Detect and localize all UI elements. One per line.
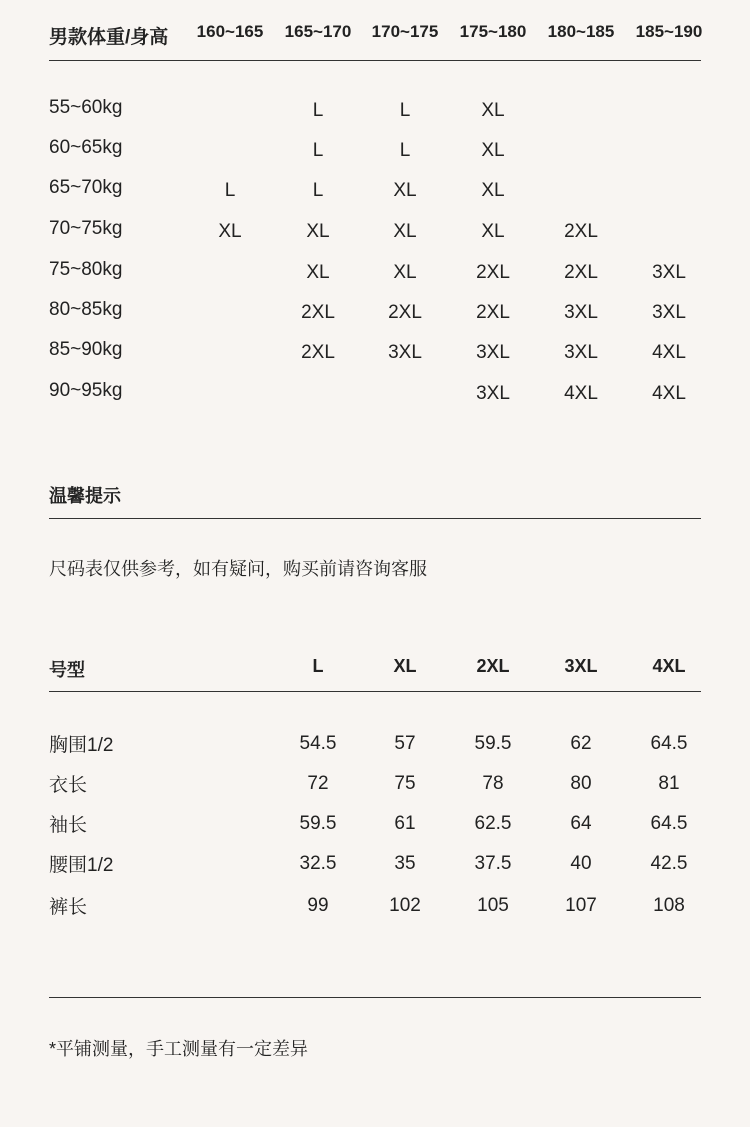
size-cell: 3XL [476, 342, 510, 363]
size-cell: 3XL [388, 342, 422, 363]
footer-divider [49, 997, 701, 998]
size-cell: XL [393, 180, 417, 201]
size-cell: 2XL [301, 302, 335, 323]
measure-value: 78 [482, 773, 504, 794]
measure-value: 75 [394, 773, 416, 794]
measure-value: 81 [658, 773, 680, 794]
weight-label: 85~90kg [49, 339, 123, 360]
size-cell: L [224, 180, 236, 201]
height-header: 170~175 [371, 22, 439, 41]
size-cell: XL [481, 100, 505, 121]
size-cell: 2XL [301, 342, 335, 363]
size-cell: 4XL [652, 342, 686, 363]
tips-text: 尺码表仅供参考，如有疑问，购买前请咨询客服 [49, 559, 427, 579]
measure-table-divider [49, 691, 701, 692]
measure-name: 胸围1/2 [49, 735, 114, 756]
measure-value: 40 [570, 853, 592, 874]
size-cell: 3XL [652, 262, 686, 283]
measure-size-header: XL [393, 656, 417, 676]
tips-title: 温馨提示 [49, 486, 121, 506]
measure-size-header: L [312, 656, 324, 676]
size-cell: 2XL [388, 302, 422, 323]
measure-value: 32.5 [299, 853, 337, 874]
footnote: *平铺测量，手工测量有一定差异 [49, 1039, 309, 1059]
size-cell: L [312, 100, 324, 121]
height-header: 160~165 [196, 22, 264, 41]
weight-label: 90~95kg [49, 380, 123, 401]
measure-value: 99 [307, 895, 329, 916]
size-cell: L [312, 180, 324, 201]
measure-value: 54.5 [299, 733, 337, 754]
measure-value: 62 [570, 733, 592, 754]
size-cell: XL [481, 140, 505, 161]
height-header: 185~190 [635, 22, 703, 41]
measure-size-header: 3XL [564, 656, 598, 676]
height-header: 180~185 [547, 22, 615, 41]
measure-value: 35 [394, 853, 416, 874]
size-table-divider [49, 60, 701, 61]
size-cell: L [312, 140, 324, 161]
size-cell: L [399, 100, 411, 121]
measure-value: 107 [565, 895, 597, 916]
size-cell: XL [393, 262, 417, 283]
measure-name: 腰围1/2 [49, 855, 114, 876]
size-cell: XL [393, 221, 417, 242]
size-cell: 2XL [476, 262, 510, 283]
measure-size-header: 2XL [476, 656, 510, 676]
size-cell: 3XL [564, 342, 598, 363]
size-cell: XL [481, 221, 505, 242]
size-cell: XL [306, 262, 330, 283]
size-cell: XL [306, 221, 330, 242]
measure-value: 72 [307, 773, 329, 794]
measure-value: 102 [389, 895, 421, 916]
weight-label: 60~65kg [49, 137, 123, 158]
measure-name: 裤长 [49, 897, 88, 918]
measure-value: 64.5 [650, 813, 688, 834]
measure-value: 105 [477, 895, 509, 916]
measure-value: 62.5 [474, 813, 512, 834]
size-cell: 2XL [476, 302, 510, 323]
weight-label: 75~80kg [49, 259, 123, 280]
weight-label: 65~70kg [49, 177, 123, 198]
size-cell: XL [218, 221, 242, 242]
measure-value: 61 [394, 813, 416, 834]
measure-value: 80 [570, 773, 592, 794]
size-cell: 2XL [564, 262, 598, 283]
weight-label: 80~85kg [49, 299, 123, 320]
size-cell: 3XL [652, 302, 686, 323]
size-cell: 3XL [564, 302, 598, 323]
size-cell: 4XL [564, 383, 598, 404]
measure-table-corner-label: 号型 [49, 660, 85, 680]
measure-name: 衣长 [49, 775, 88, 796]
size-cell: 2XL [564, 221, 598, 242]
measure-value: 59.5 [474, 733, 512, 754]
height-header: 165~170 [284, 22, 352, 41]
measure-value: 59.5 [299, 813, 337, 834]
tips-divider [49, 518, 701, 519]
size-cell: L [399, 140, 411, 161]
measure-value: 108 [653, 895, 685, 916]
measure-size-header: 4XL [652, 656, 686, 676]
measure-value: 57 [394, 733, 416, 754]
weight-label: 70~75kg [49, 218, 123, 239]
size-table-corner-label: 男款体重/身高 [49, 27, 169, 48]
measure-value: 42.5 [650, 853, 688, 874]
measure-value: 37.5 [474, 853, 512, 874]
measure-value: 64 [570, 813, 592, 834]
size-cell: 3XL [476, 383, 510, 404]
measure-value: 64.5 [650, 733, 688, 754]
size-cell: 4XL [652, 383, 686, 404]
height-header: 175~180 [459, 22, 527, 41]
size-cell: XL [481, 180, 505, 201]
weight-label: 55~60kg [49, 97, 123, 118]
measure-name: 袖长 [49, 815, 88, 836]
